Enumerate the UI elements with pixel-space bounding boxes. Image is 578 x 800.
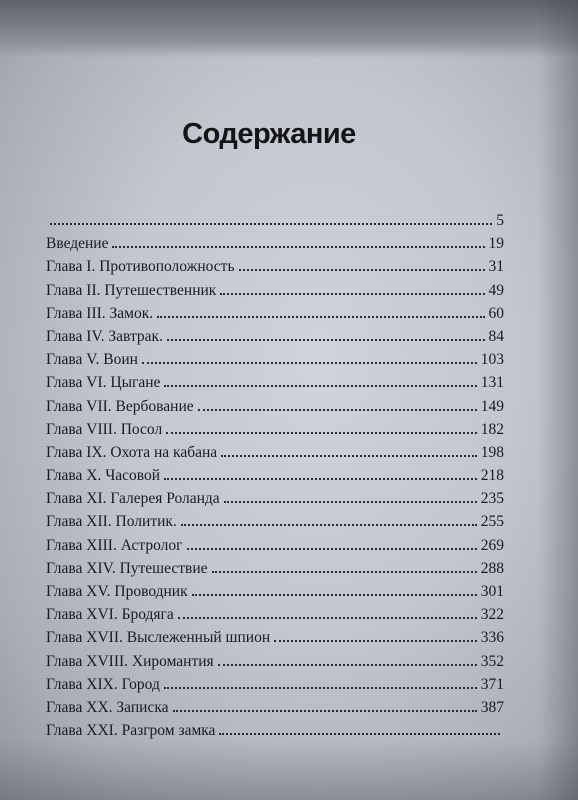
toc-entry: [46, 374, 504, 397]
toc-entry-page-number: 269: [480, 536, 504, 554]
toc-entry-label: Глава IX. Охота на кабана: [46, 443, 218, 461]
toc-dot-leader: [157, 315, 484, 318]
toc-entry-page-number: 218: [480, 467, 504, 485]
toc-entry-page-number: 301: [480, 583, 504, 600]
toc-dot-leader: [187, 547, 477, 550]
toc-entry-label: Глава XIII. Астролог: [46, 536, 183, 554]
toc-entry: [46, 560, 504, 583]
toc-entry-label: Глава XVI. Бродяга: [46, 606, 174, 624]
toc-dot-leader: [167, 338, 485, 341]
page-top-shadow: [0, 0, 578, 58]
toc-dot-leader: [166, 431, 477, 434]
toc-entry: [46, 282, 504, 305]
toc-entry-label: Глава VI. Цыгане: [46, 374, 161, 392]
toc-entry-label: Глава XVIII. Хиромантия: [46, 652, 214, 670]
toc-entry-label: Глава XXI. Разгром замка: [46, 722, 216, 740]
toc-entry-label: Глава XIX. Город: [46, 675, 160, 693]
toc-entry: [46, 606, 504, 629]
toc-entry: [46, 629, 504, 652]
toc-entry: [46, 305, 504, 328]
toc-entry-page-number: 387: [480, 698, 504, 716]
toc-entry: [46, 212, 504, 235]
toc-entry: [46, 490, 504, 513]
toc-entry-page-number: 103: [480, 351, 504, 369]
toc-dot-leader: [164, 477, 477, 480]
toc-entry-label: Глава III. Замок.: [46, 304, 154, 322]
toc-dot-leader: [239, 268, 485, 271]
toc-entry-label: Глава XV. Проводник: [46, 583, 188, 600]
toc-entry-page-number: 288: [480, 559, 504, 577]
toc-entry-page-number: 235: [480, 490, 504, 508]
toc-entry-page-number: 19: [488, 235, 504, 253]
toc-dot-leader: [142, 361, 477, 364]
toc-dot-leader: [220, 292, 484, 295]
page-right-shadow: [538, 0, 578, 800]
toc-dot-leader: [173, 709, 477, 712]
toc-dot-leader: [181, 523, 477, 526]
toc-entry-label: Глава VIII. Посол: [46, 420, 163, 438]
toc-dot-leader: [219, 732, 500, 735]
toc-dot-leader: [274, 639, 477, 642]
toc-entry: [46, 699, 504, 722]
toc-entry: [46, 351, 504, 374]
toc-entry-label: Глава XX. Записка: [46, 698, 169, 716]
toc-entry-label: Глава XII. Политик.: [46, 513, 177, 531]
toc-entry-page-number: 131: [480, 374, 504, 392]
toc-entry-label: Глава I. Противоположность: [46, 258, 235, 276]
toc-dot-leader: [112, 245, 484, 248]
toc-dot-leader: [212, 570, 477, 573]
toc-entry: [46, 328, 504, 351]
page-bottom-shadow: [0, 740, 578, 800]
toc-entry: [46, 235, 504, 258]
toc-entry: [46, 398, 504, 421]
toc-entry-page-number: 182: [480, 420, 504, 438]
toc-entry-label: Глава XIV. Путешествие: [46, 559, 208, 577]
toc-entry: [46, 676, 504, 699]
toc-entry: [46, 513, 504, 536]
toc-entry: [46, 653, 504, 676]
toc-entry: [46, 421, 504, 444]
toc-entry: [46, 722, 504, 745]
toc-entry-label: Глава VII. Вербование: [46, 397, 194, 415]
toc-entry-page-number: 149: [480, 397, 504, 415]
toc-dot-leader: [218, 663, 477, 666]
toc-entry-page-number: 5: [496, 212, 504, 229]
toc-entry: [46, 583, 504, 606]
toc-entry-page-number: 84: [488, 327, 504, 345]
toc-entry-label: Глава XI. Галерея Роланда: [46, 490, 220, 508]
toc-entry-page-number: 198: [480, 443, 504, 461]
toc-entry-page-number: 322: [480, 606, 504, 624]
toc-entry-page-number: 371: [480, 675, 504, 693]
toc-dot-leader: [164, 686, 477, 689]
toc-entry: [46, 444, 504, 467]
toc-dot-leader: [221, 454, 477, 457]
toc-dot-leader: [164, 384, 476, 387]
toc-entry-page-number: 31: [488, 258, 504, 276]
page-title: Содержание: [182, 118, 356, 150]
toc-entry-page-number: 49: [488, 281, 504, 299]
toc-entry-label: Глава IV. Завтрак.: [46, 327, 163, 345]
toc-entry-label: Глава X. Часовой: [46, 467, 161, 485]
table-of-contents: [46, 212, 504, 745]
toc-dot-leader: [192, 593, 477, 596]
toc-dot-leader: [178, 616, 477, 619]
toc-entry-page-number: 336: [480, 629, 504, 647]
toc-entry: [46, 258, 504, 281]
toc-entry-label: Введение: [46, 235, 109, 253]
toc-entry-page-number: 352: [480, 652, 504, 670]
toc-entry-label: Глава V. Воин: [46, 351, 138, 369]
toc-entry-page-number: 60: [488, 304, 504, 322]
toc-entry-label: Глава II. Путешественник: [46, 281, 217, 299]
toc-entry: [46, 467, 504, 490]
toc-dot-leader: [198, 408, 477, 411]
toc-entry: [46, 537, 504, 560]
toc-entry-page-number: 255: [480, 513, 504, 531]
toc-entry-label: Глава XVII. Выслеженный шпион: [46, 629, 271, 647]
toc-dot-leader: [50, 222, 492, 225]
toc-dot-leader: [224, 500, 477, 503]
